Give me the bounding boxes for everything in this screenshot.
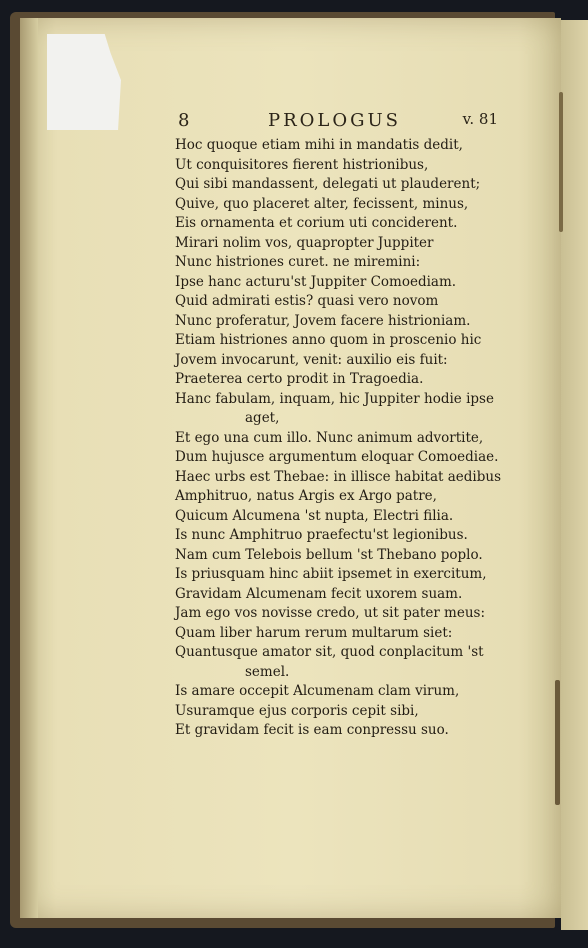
verse-line: Quantusque amator sit, quod conplacitum 'st bbox=[175, 644, 484, 660]
verse-line: Quid admirati estis? quasi vero novom bbox=[175, 293, 439, 309]
bookmark-ribbon bbox=[555, 680, 560, 805]
verse-line: Usuramque ejus corporis cepit sibi, bbox=[175, 702, 419, 719]
verse-number: v. 81 bbox=[462, 110, 498, 128]
verse-line: Amphitruo, natus Argis ex Argo patre, bbox=[175, 488, 437, 504]
verse-line: Etiam histriones anno quom in proscenio hic bbox=[175, 332, 482, 348]
verse-line: Nam cum Telebois bellum 'st Thebano poplo. bbox=[175, 546, 483, 563]
verse-line: Hanc fabulam, inquam, hic Juppiter hodie ipse bbox=[175, 390, 494, 407]
verse-line: Jovem invocarunt, venit: auxilio eis fuit: bbox=[175, 351, 448, 368]
next-page-edge bbox=[561, 20, 588, 930]
verse-line-continuation: semel. bbox=[245, 663, 290, 680]
running-title: PROLOGUS bbox=[268, 110, 402, 131]
page-gutter bbox=[20, 18, 38, 918]
verse-line: Ut conquisitores fierent histrionibus, bbox=[175, 156, 429, 173]
verse-line: Mirari nolim vos, quapropter Juppiter bbox=[175, 234, 434, 251]
verse-line: Praeterea certo prodit in Tragoedia. bbox=[175, 371, 424, 387]
verse-line: Dum hujusce argumentum eloquar Comoediae. bbox=[175, 449, 499, 465]
verse-text-block bbox=[175, 136, 505, 741]
verse-line: Et gravidam fecit is eam conpressu suo. bbox=[175, 722, 449, 738]
verse-line: Haec urbs est Thebae: in illisce habitat aedibus bbox=[175, 468, 502, 485]
page-header bbox=[178, 110, 498, 132]
verse-line: Ipse hanc acturu'st Juppiter Comoediam. bbox=[175, 273, 457, 290]
verse-line: Is amare occepit Alcumenam clam virum, bbox=[175, 683, 460, 699]
verse-line: Gravidam Alcumenam fecit uxorem suam. bbox=[175, 585, 463, 602]
verse-line: Is priusquam hinc abiit ipsemet in exercitum, bbox=[175, 566, 487, 582]
verse-line: Nunc histriones curet. ne miremini: bbox=[175, 254, 421, 270]
verse-line: Qui sibi mandassent, delegati ut plauderent; bbox=[175, 176, 481, 192]
verse-line-continuation: aget, bbox=[245, 410, 280, 426]
verse-line: Eis ornamenta et corium uti conciderent. bbox=[175, 215, 458, 231]
verse-line: Jam ego vos novisse credo, ut sit pater meus: bbox=[175, 605, 486, 621]
verse-line: Quam liber harum rerum multarum siet: bbox=[175, 624, 453, 641]
verse-line: Quive, quo placeret alter, fecissent, minus, bbox=[175, 195, 469, 212]
verse-line: Et ego una cum illo. Nunc animum advortite, bbox=[175, 429, 484, 446]
verse-line: Quicum Alcumena 'st nupta, Electri filia. bbox=[175, 507, 454, 524]
verse-line: Hoc quoque etiam mihi in mandatis dedit, bbox=[175, 137, 463, 153]
bookmark-ribbon-top bbox=[559, 92, 563, 232]
verse-line: Is nunc Amphitruo praefectu'st legionibus. bbox=[175, 527, 468, 543]
verse-line: Nunc proferatur, Jovem facere histrioniam. bbox=[175, 312, 471, 329]
page-number: 8 bbox=[178, 110, 190, 131]
